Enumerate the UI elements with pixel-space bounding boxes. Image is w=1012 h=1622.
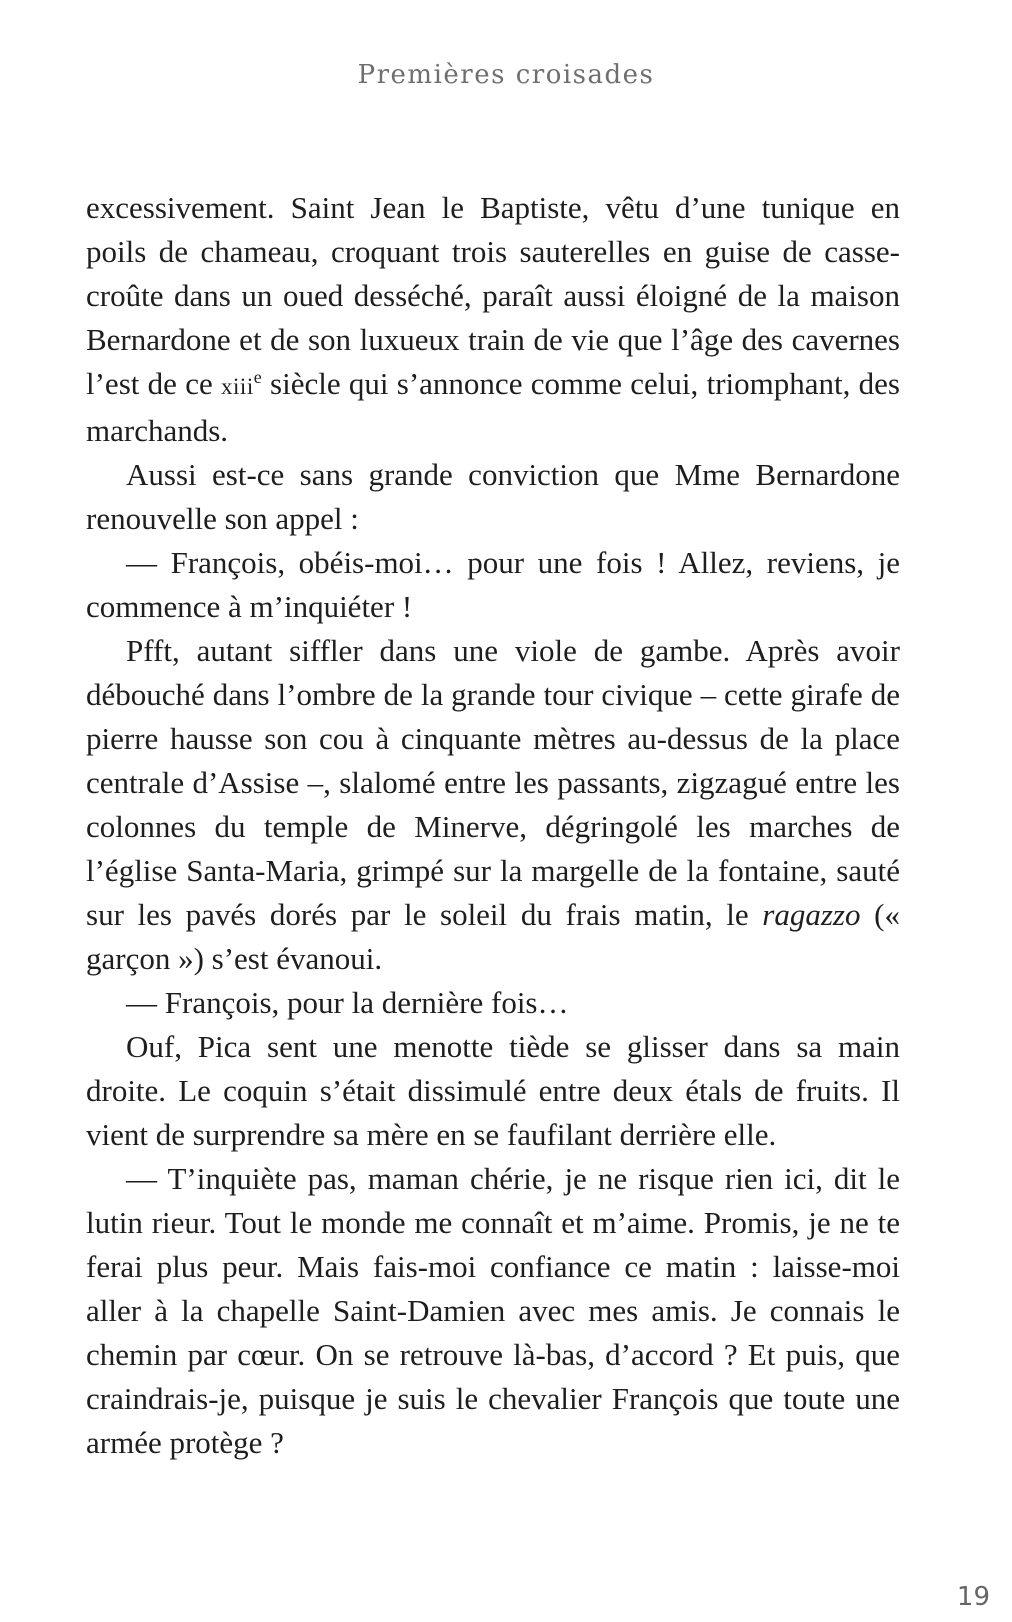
paragraph-text: Pfft, autant siffler dans une viole de gambe. Après avoir débouché dans l’ombre de la grande tour civique – cette girafe de pierre hausse son cou à cinquante mètres au-dessus de la place centrale d’Assise –, slalomé entre les passants, zigzagué entre les colonnes du temple de Minerve, dégringolé les marches de l’église Santa-Maria, grimpé sur la margelle de la fontaine, sauté sur les pavés dorés par le soleil du frais matin, le [86, 633, 900, 932]
body-text [86, 186, 900, 1465]
paragraph: Aussi est-ce sans grande conviction que Mme Bernardone renouvelle son appel : [86, 457, 900, 536]
century-numeral: xiii [221, 374, 254, 399]
dialogue-line: — François, obéis-moi… pour une fois ! Allez, reviens, je commence à m’inquiéter ! [86, 545, 900, 624]
dialogue-line: — T’inquiète pas, maman chérie, je ne risque rien ici, dit le lutin rieur. Tout le monde me connaît et m’aime. Promis, je ne te ferai plus peur. Mais fais-moi confiance ce matin : laisse-moi aller à la chapelle Saint-Damien avec mes amis. Je connais le chemin par cœur. On se retrouve là-bas, d’accord ? Et puis, que craindrais-je, puisque je suis le chevalier François que toute une armée protège ? [86, 1161, 900, 1460]
italic-word: ragazzo [762, 897, 861, 932]
paragraph [86, 629, 900, 981]
dialogue-line: — François, pour la dernière fois… [126, 985, 569, 1020]
paragraph-text: (« garçon ») s’est évanoui. [86, 897, 900, 976]
paragraph [86, 186, 900, 453]
page-number: 19 [956, 1582, 990, 1612]
running-title: Premières croisades [357, 60, 655, 90]
century-suffix: e [253, 367, 262, 387]
paragraph: Ouf, Pica sent une menotte tiède se glisser dans sa main droite. Le coquin s’était dissimulé entre deux étals de fruits. Il vient de surprendre sa mère en se faufilant derrière elle. [86, 1029, 900, 1152]
paragraph-text: excessivement. Saint Jean le Baptiste, vêtu d’une tunique en poils de chameau, croquant trois sauterelles en guise de casse-croûte dans un oued desséché, paraît aussi éloigné de la maison Bernardone et de son luxueux train de vie que l’âge des cavernes l’est de ce [86, 190, 900, 401]
paragraph-text: siècle qui s’annonce comme celui, triomphant, des marchands. [86, 366, 900, 448]
